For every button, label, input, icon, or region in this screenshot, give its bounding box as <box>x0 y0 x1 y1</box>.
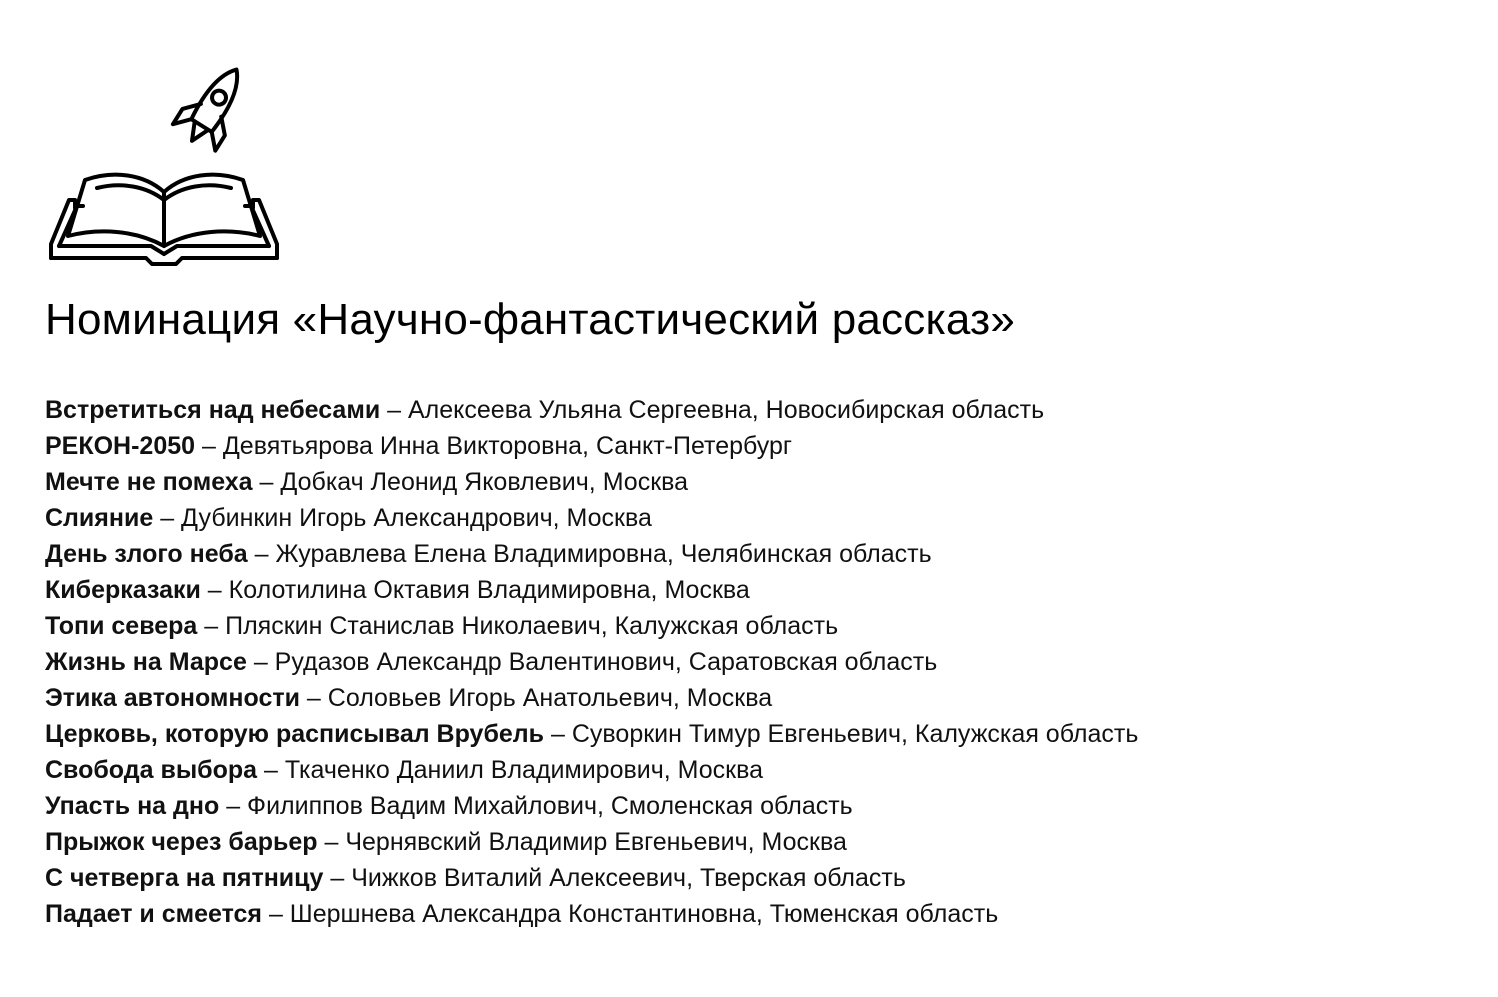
list-item <box>45 788 1138 824</box>
work-title: Киберказаки <box>45 576 201 604</box>
work-title: Встретиться над небесами <box>45 396 381 424</box>
list-item <box>45 644 1138 680</box>
author-info: – Суворкин Тимур Евгеньевич, Калужская область <box>544 720 1139 748</box>
list-item <box>45 860 1138 896</box>
list-item <box>45 428 1138 464</box>
author-info: – Алексеева Ульяна Сергеевна, Новосибирская область <box>380 396 1045 424</box>
list-item <box>45 824 1138 860</box>
author-info: – Девятьярова Инна Викторовна, Санкт-Петербург <box>195 432 793 460</box>
work-title: РЕКОН-2050 <box>45 432 196 460</box>
work-title: День злого неба <box>45 540 248 568</box>
list-item <box>45 608 1138 644</box>
work-title: Топи севера <box>45 612 198 640</box>
author-info: – Шершнева Александра Константиновна, Тюменская область <box>262 900 999 928</box>
list-item <box>45 716 1138 752</box>
work-title: Жизнь на Марсе <box>45 648 247 676</box>
work-title: Церковь, которую расписывал Врубель <box>45 720 545 748</box>
list-item <box>45 536 1138 572</box>
author-info: – Чижков Виталий Алексеевич, Тверская область <box>323 864 906 892</box>
author-info: – Дубинкин Игорь Александрович, Москва <box>153 504 652 532</box>
author-info: – Пляскин Станислав Николаевич, Калужская область <box>197 612 839 640</box>
nominees-list <box>45 392 1138 932</box>
work-title: Этика автономности <box>45 684 300 712</box>
author-info: – Журавлева Елена Владимировна, Челябинская область <box>247 540 932 568</box>
work-title: Слияние <box>45 504 154 532</box>
list-item <box>45 896 1138 932</box>
list-item <box>45 680 1138 716</box>
work-title: Упасть на дно <box>45 792 220 820</box>
author-info: – Чернявский Владимир Евгеньевич, Москва <box>317 828 847 856</box>
author-info: – Колотилина Октавия Владимировна, Москва <box>200 576 750 604</box>
author-info: – Соловьев Игорь Анатольевич, Москва <box>299 684 773 712</box>
list-item <box>45 392 1138 428</box>
work-title: Прыжок через барьер <box>45 828 318 856</box>
page-title: Номинация «Научно-фантастический рассказ» <box>45 295 1016 344</box>
work-title: С четверга на пятницу <box>45 864 324 892</box>
author-info: – Ткаченко Даниил Владимирович, Москва <box>257 756 763 784</box>
book-with-rocket-icon <box>47 60 281 270</box>
author-info: – Филиппов Вадим Михайлович, Смоленская область <box>219 792 853 820</box>
work-title: Падает и смеется <box>45 900 263 928</box>
list-item <box>45 752 1138 788</box>
work-title: Свобода выбора <box>45 756 258 784</box>
list-item <box>45 464 1138 500</box>
work-title: Мечте не помеха <box>45 468 253 496</box>
list-item <box>45 572 1138 608</box>
list-item <box>45 500 1138 536</box>
author-info: – Рудазов Александр Валентинович, Саратовская область <box>246 648 938 676</box>
author-info: – Добкач Леонид Яковлевич, Москва <box>252 468 689 496</box>
